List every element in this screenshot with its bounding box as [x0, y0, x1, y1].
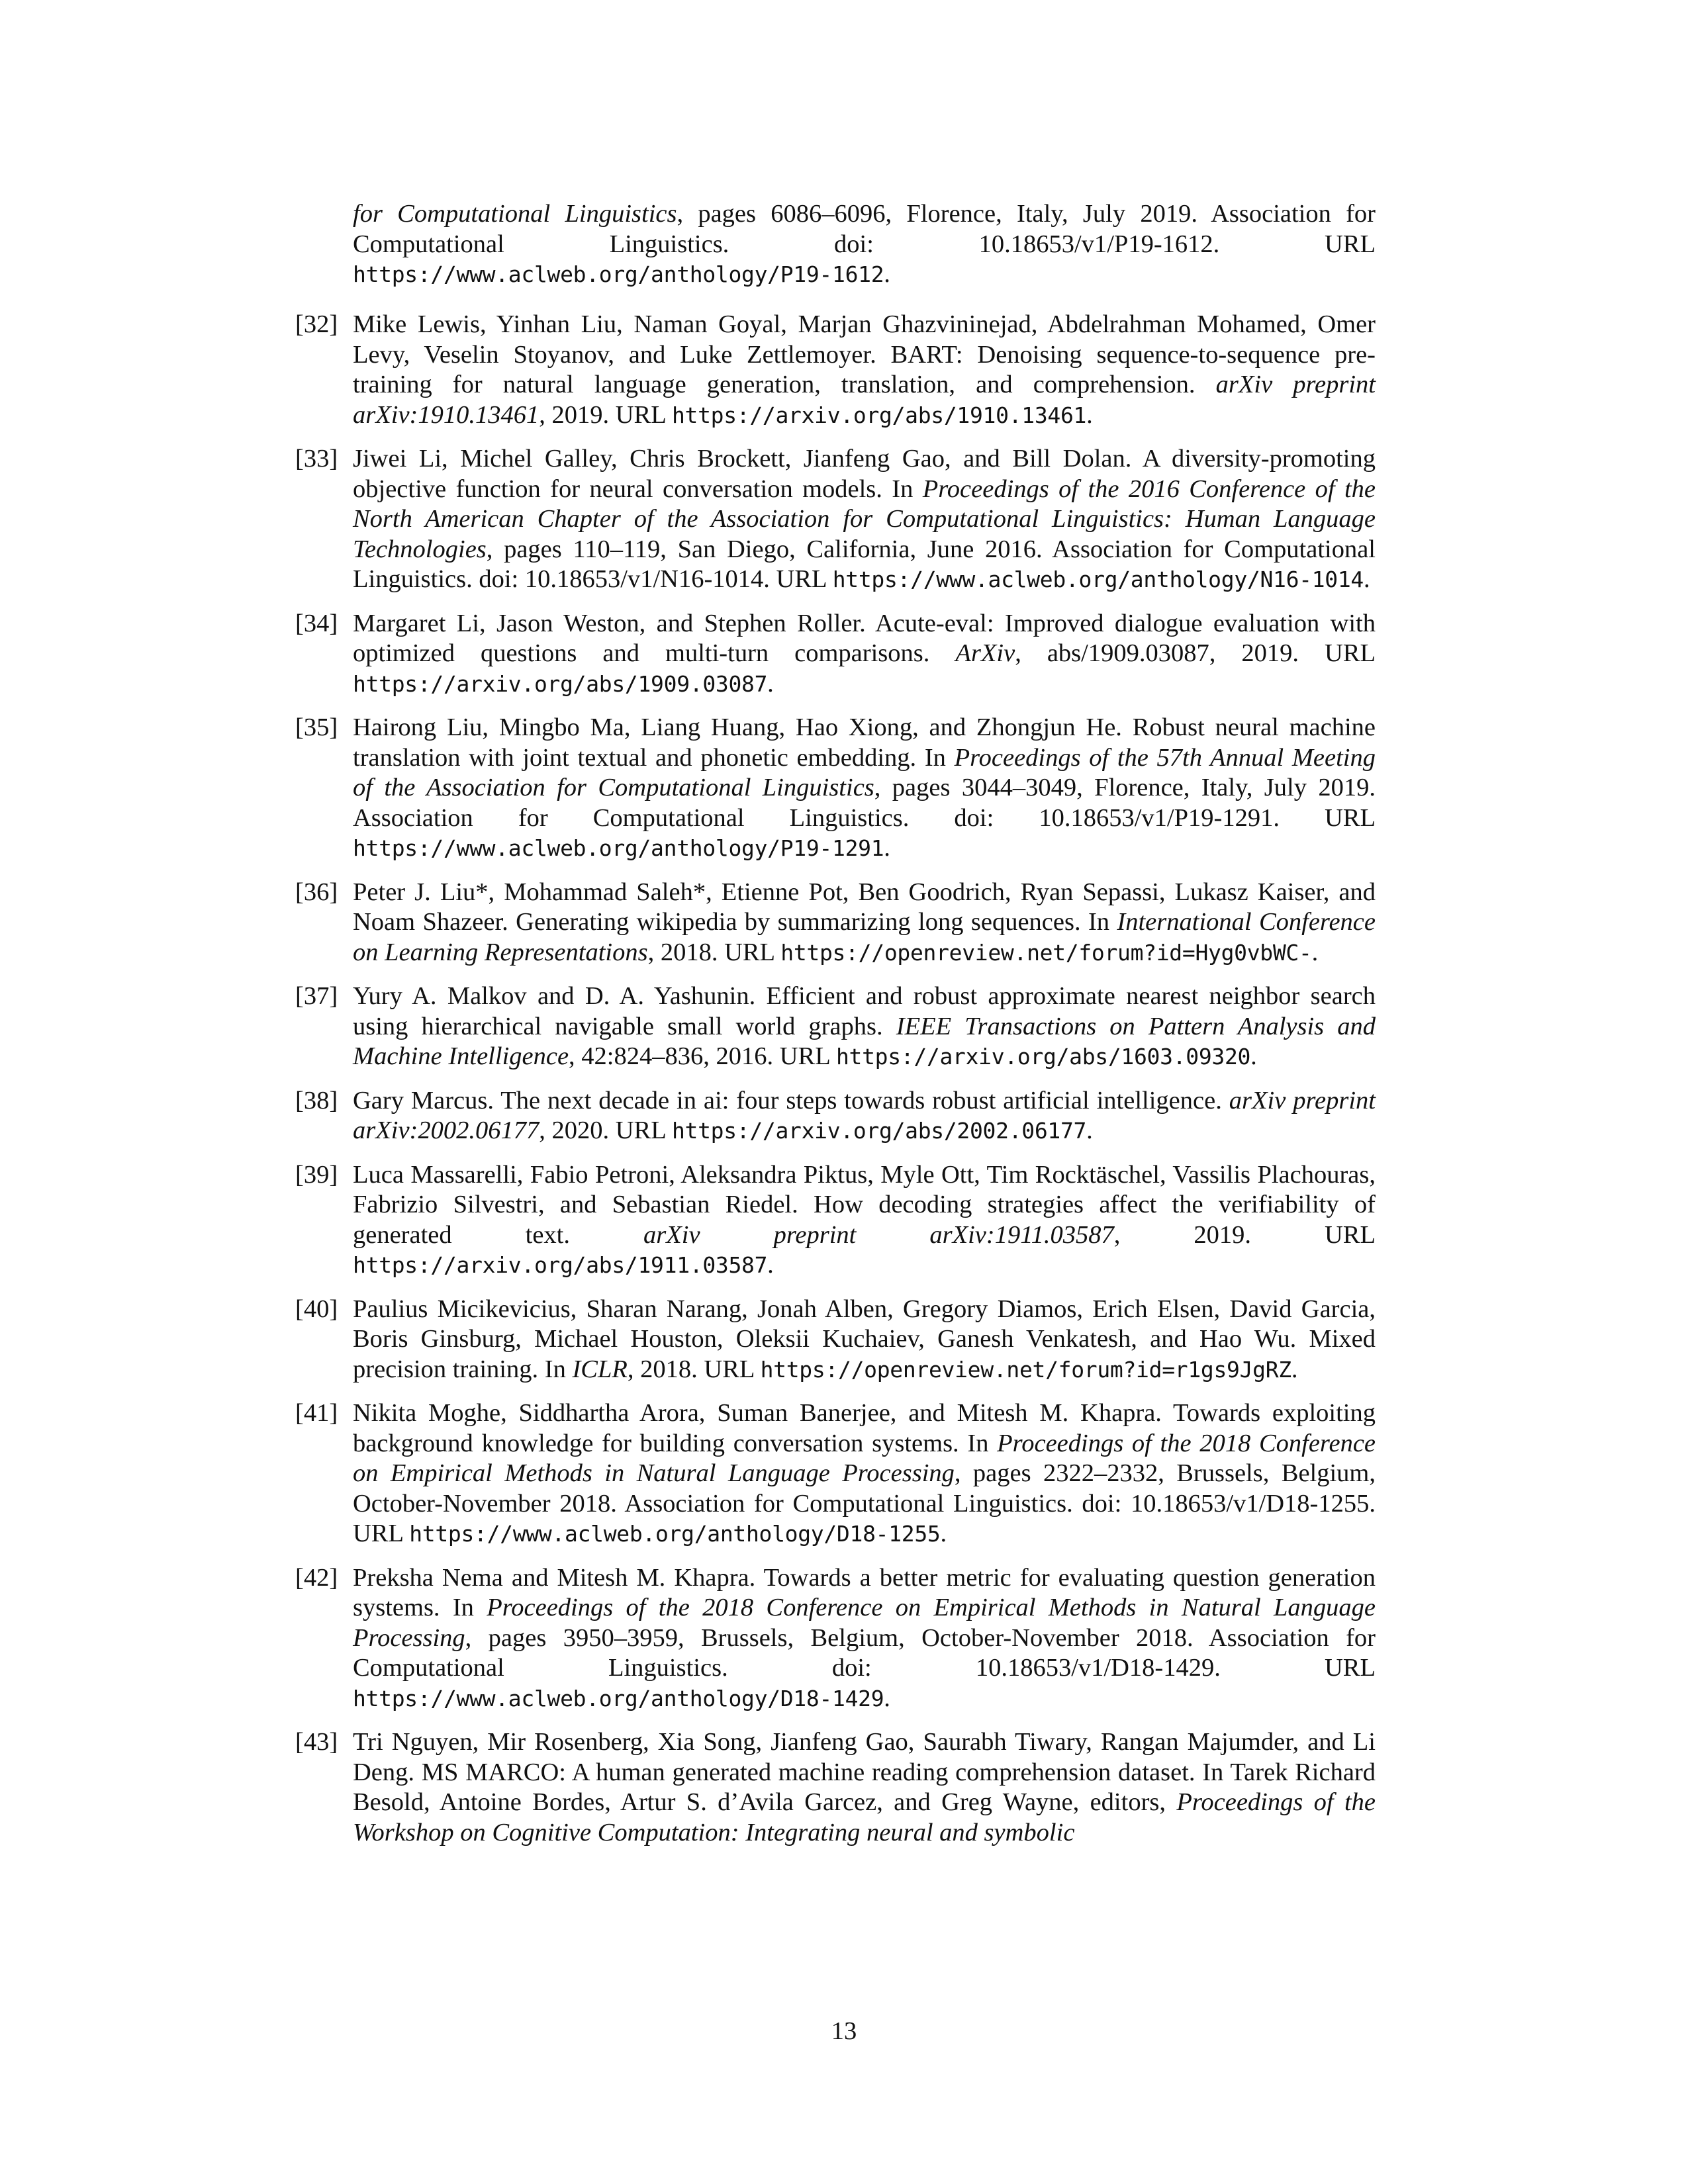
reference-url[interactable]: https://openreview.net/forum?id=Hyg0vbWC- [780, 939, 1312, 966]
reference-url[interactable]: https://www.aclweb.org/anthology/P19-1291 [353, 835, 884, 861]
reference-number: [38] [295, 1086, 338, 1115]
reference-url[interactable]: https://www.aclweb.org/anthology/D18-1255 [409, 1521, 941, 1547]
reference-number: [39] [295, 1160, 338, 1189]
reference-list [295, 310, 1376, 1862]
reference-authors-title: Paulius Micikevicius, Sharan Narang, Jonah Alben, Gregory Diamos, Erich Elsen, David Garcia, Boris Ginsburg, Michael Houston, Oleksii Kuchaiev, Ganesh Venkatesh, and Hao Wu. Mixed precision training. In [353, 1295, 1376, 1383]
reference-end: . [1311, 938, 1319, 966]
reference-venue: ICLR [572, 1355, 628, 1383]
reference-entry [295, 1563, 1376, 1714]
reference-number: [36] [295, 878, 338, 906]
reference-end: . [767, 669, 774, 698]
reference-url[interactable]: https://www.aclweb.org/anthology/N16-1014 [832, 567, 1364, 592]
reference-venue: ArXiv [955, 639, 1015, 667]
reference-entry [295, 444, 1376, 595]
reference-number: [37] [295, 982, 338, 1010]
reference-url[interactable]: https://www.aclweb.org/anthology/D18-1429 [353, 1685, 884, 1711]
reference-end: . [884, 260, 890, 288]
reference-details: , pages 110–119, San Diego, California, June 2016. Association for Computational Linguistics. doi: 10.18653/v1/N16-1014. URL [353, 535, 1376, 593]
reference-number: [33] [295, 445, 338, 473]
reference-details: , 2019. URL [1113, 1220, 1376, 1249]
reference-venue: IEEE Transactions on Pattern Analysis and Machine Intelligence [353, 1012, 1376, 1070]
reference-entry [295, 1160, 1376, 1281]
reference-entry [295, 1398, 1376, 1549]
reference-details: , 42:824–836, 2016. URL [569, 1042, 836, 1070]
reference-number: [32] [295, 310, 338, 338]
reference-entry [295, 1727, 1376, 1848]
reference-details: , 2019. URL [539, 400, 672, 429]
reference-authors-title: Tri Nguyen, Mir Rosenberg, Xia Song, Jianfeng Gao, Saurabh Tiwary, Rangan Majumder, and Li Deng. MS MARCO: A human generated machine reading comprehension dataset. In Tarek Richard Besold, Antoine Bordes, Artur S. d’Avila Garcez, and Greg Wayne, editors, [353, 1728, 1376, 1816]
reference-url[interactable]: https://arxiv.org/abs/1911.03587 [353, 1252, 768, 1278]
reference-details: , 2020. URL [539, 1116, 672, 1144]
reference-venue: arXiv preprint arXiv:2002.06177 [353, 1086, 1376, 1144]
reference-venue: Proceedings of the 57th Annual Meeting of the Association for Computational Linguistics [353, 743, 1376, 801]
reference-authors-title: Luca Massarelli, Fabio Petroni, Aleksandra Piktus, Myle Ott, Tim Rocktäschel, Vassilis Plachouras, Fabrizio Silvestri, and Sebastian Riedel. How decoding strategies affect the verifiability of generated text. [353, 1160, 1376, 1249]
reference-entry [295, 609, 1376, 700]
reference-authors-title: Preksha Nema and Mitesh M. Khapra. Towards a better metric for evaluating question generation systems. In [353, 1563, 1376, 1621]
reference-venue: Proceedings of the 2018 Conference on Empirical Methods in Natural Language Processing [353, 1594, 1376, 1652]
reference-end: . [1250, 1042, 1257, 1070]
reference-url[interactable]: https://arxiv.org/abs/1909.03087 [353, 670, 768, 697]
reference-number: [42] [295, 1563, 338, 1592]
page-number: 13 [831, 2017, 857, 2045]
reference-continuation [353, 199, 1376, 290]
reference-venue: International Conference on Learning Representations [353, 908, 1376, 966]
reference-details: , pages 3044–3049, Florence, Italy, July 2019. Association for Computational Linguistics. doi: 10.18653/v1/P19-1291. URL [353, 774, 1376, 832]
reference-number: [43] [295, 1728, 338, 1756]
reference-authors-title: Yury A. Malkov and D. A. Yashunin. Efficient and robust approximate nearest neighbor search using hierarchical navigable small world graphs. [353, 982, 1376, 1040]
reference-details: , pages 3950–3959, Brussels, Belgium, October-November 2018. Association for Computational Linguistics. doi: 10.18653/v1/D18-1429. URL [353, 1623, 1376, 1682]
reference-url[interactable]: https://www.aclweb.org/anthology/P19-1612 [353, 261, 884, 287]
reference-entry [295, 878, 1376, 968]
reference-entry [295, 310, 1376, 430]
reference-url[interactable]: https://arxiv.org/abs/1603.09320 [835, 1044, 1251, 1069]
reference-details: , 2018. URL [627, 1355, 761, 1383]
reference-entry [295, 1086, 1376, 1146]
reference-authors-title: Nikita Moghe, Siddhartha Arora, Suman Banerjee, and Mitesh M. Khapra. Towards exploiting background knowledge for building conversation systems. In [353, 1399, 1376, 1457]
reference-entry [295, 1295, 1376, 1385]
reference-venue: arXiv preprint arXiv:1911.03587 [643, 1220, 1114, 1249]
reference-number: [40] [295, 1295, 338, 1323]
reference-details: , 2018. URL [647, 938, 781, 966]
reference-entry [295, 981, 1376, 1072]
reference-authors-title: Gary Marcus. The next decade in ai: four steps towards robust artificial intelligence. [353, 1086, 1229, 1115]
reference-number: [35] [295, 713, 338, 741]
reference-venue: for Computational Linguistics [353, 200, 677, 228]
reference-details: , abs/1909.03087, 2019. URL [1015, 639, 1376, 667]
reference-end: . [884, 834, 890, 862]
reference-venue: Proceedings of the 2018 Conference on Empirical Methods in Natural Language Processing [353, 1429, 1376, 1487]
reference-end: . [1086, 400, 1093, 429]
reference-url[interactable]: https://arxiv.org/abs/2002.06177 [671, 1118, 1087, 1144]
reference-number: [41] [295, 1399, 338, 1427]
reference-end: . [767, 1251, 774, 1279]
reference-end: . [1086, 1116, 1093, 1144]
reference-entry [295, 713, 1376, 864]
reference-url[interactable]: https://arxiv.org/abs/1910.13461 [671, 402, 1087, 428]
reference-end: . [1364, 565, 1370, 593]
reference-end: . [1291, 1355, 1298, 1383]
reference-details: , pages 2322–2332, Brussels, Belgium, October-November 2018. Association for Computational Linguistics. doi: 10.18653/v1/D18-1255. URL [353, 1459, 1376, 1547]
reference-number: [34] [295, 609, 338, 637]
reference-authors-title: Hairong Liu, Mingbo Ma, Liang Huang, Hao Xiong, and Zhongjun He. Robust neural machine translation with joint textual and phonetic embedding. In [353, 713, 1376, 772]
reference-url[interactable]: https://openreview.net/forum?id=r1gs9JgRZ [760, 1356, 1291, 1383]
reference-venue: Proceedings of the 2016 Conference of the North American Chapter of the Association for Computational Linguistics: Human Language Technologies [353, 475, 1376, 563]
reference-details: , pages 6086–6096, Florence, Italy, July 2019. Association for Computational Linguistics. doi: 10.18653/v1/P19-1612. URL [353, 200, 1376, 258]
reference-end: . [940, 1520, 947, 1547]
reference-venue: arXiv preprint arXiv:1910.13461 [353, 371, 1376, 429]
reference-end: . [884, 1684, 890, 1712]
reference-venue: Proceedings of the Workshop on Cognitive Computation: Integrating neural and symbolic [353, 1788, 1376, 1846]
reference-authors-title: Peter J. Liu*, Mohammad Saleh*, Etienne Pot, Ben Goodrich, Ryan Sepassi, Lukasz Kaiser, and Noam Shazeer. Generating wikipedia by summarizing long sequences. In [353, 878, 1376, 936]
reference-authors-title: Jiwei Li, Michel Galley, Chris Brockett, Jianfeng Gao, and Bill Dolan. A diversity-promoting objective function for neural conversation models. In [353, 445, 1376, 503]
reference-authors-title: Margaret Li, Jason Weston, and Stephen Roller. Acute-eval: Improved dialogue evaluation with optimized questions and multi-turn comparisons. [353, 609, 1376, 667]
reference-authors-title: Mike Lewis, Yinhan Liu, Naman Goyal, Marjan Ghazvininejad, Abdelrahman Mohamed, Omer Levy, Veselin Stoyanov, and Luke Zettlemoyer. BART: Denoising sequence-to-sequence pre-training for natural language generation, translation, and comprehension. [353, 310, 1376, 398]
